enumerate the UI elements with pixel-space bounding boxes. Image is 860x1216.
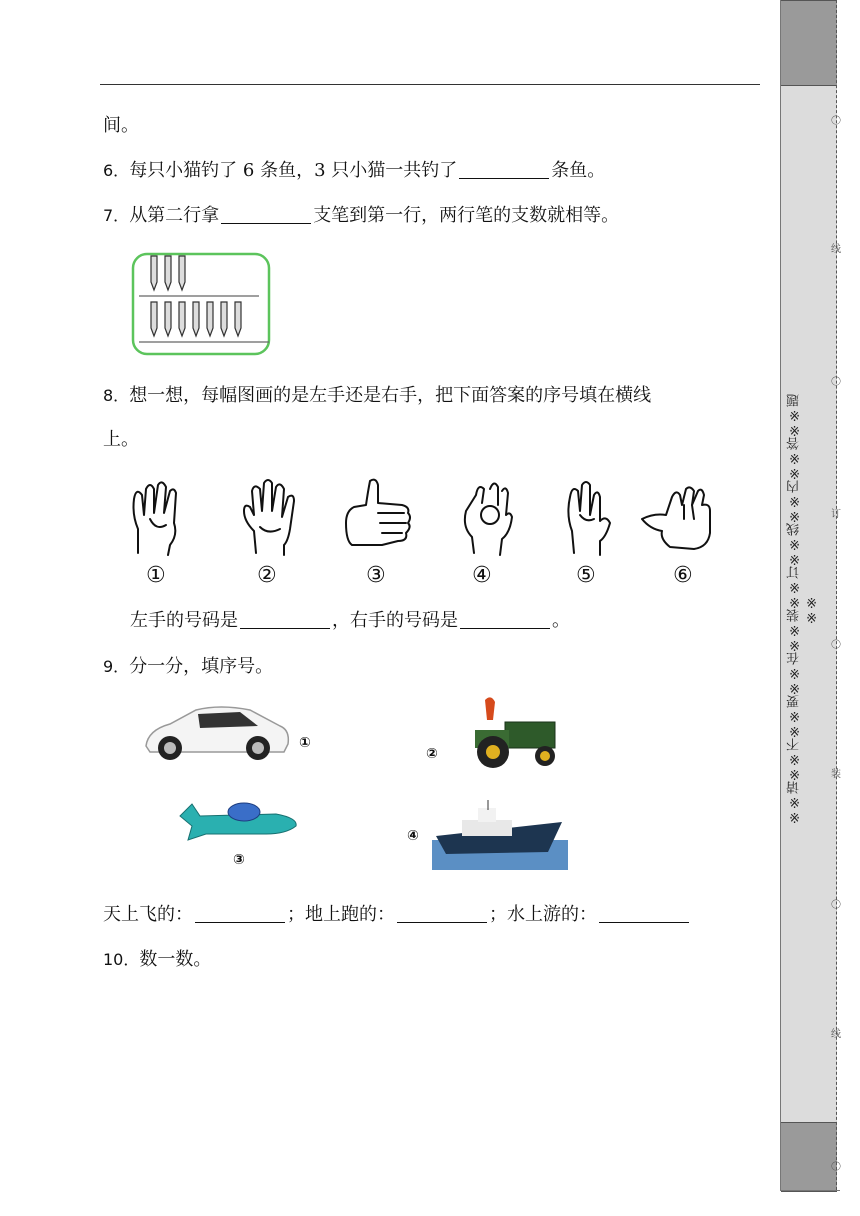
question-7: 7．从第二行拿 支笔到第一行，两行笔的支数就相等。 [103,205,620,226]
question-10: 10．数一数。 [103,949,212,970]
pen-icon [165,256,171,290]
hand-5-icon [568,482,610,555]
top-pen-row [151,256,185,290]
ship-image [432,800,568,870]
bottom-rule [780,1190,840,1191]
question-number: 9． [103,657,130,676]
cut-mark: 线 [831,244,841,255]
cut-mark: 订 [831,509,841,520]
hand-1-icon [134,482,177,555]
vehicle-label: ④ [407,828,419,844]
vehicle-label: ③ [233,852,245,868]
question-number: 10． [103,950,140,969]
hand-label: ④ [472,563,492,588]
question-6: 6．每只小猫钓了 6 条鱼，3 只小猫一共钓了 条鱼。 [103,160,606,181]
sky-answer-blank[interactable] [195,904,285,923]
question-number: 7． [103,206,130,225]
binding-margin-bottom-block [781,1122,841,1192]
pen-icon [165,302,171,336]
binding-warning-text: ※※请※※不※※要※※在※※装※※订※※线※※内※※答※※题※※ [787,394,819,824]
cut-line [836,0,839,1190]
hands-figure [126,475,726,560]
pen-icon [207,302,213,336]
question-8-answer: 左手的号码是 ，右手的号码是 。 [130,610,570,631]
airplane-image [176,800,302,842]
vehicle-label: ① [299,735,311,751]
land-answer-blank[interactable] [397,904,487,923]
left-hand-answer-blank[interactable] [240,610,330,629]
car-image [140,700,300,770]
right-hand-answer-blank[interactable] [460,610,550,629]
question-8-cont: 上。 [103,429,139,450]
binding-margin [780,0,841,1190]
question-9-answer: 天上飞的： ；地上跑的： ；水上游的： [103,903,691,927]
hand-2-icon [244,480,294,555]
pen-icon [193,302,199,336]
water-answer-blank[interactable] [599,904,689,923]
vehicle-label: ② [426,746,438,762]
binding-hole-icon: 〇 [831,1162,841,1173]
pen-rows-figure [131,252,273,356]
hand-label: ⑥ [673,563,693,588]
hand-3-icon [346,480,410,545]
header-rule [100,84,760,85]
hand-label: ⑤ [576,563,596,588]
pen-icon [151,256,157,290]
question-9: 9．分一分，填序号。 [103,656,274,677]
continued-text: 间。 [103,115,139,136]
pen-icon [179,256,185,290]
hand-4-icon [465,483,512,555]
question-number: 6． [103,161,130,180]
answer-blank[interactable] [221,205,311,224]
hand-6-icon [642,487,710,549]
answer-blank[interactable] [459,160,549,179]
binding-hole-icon: 〇 [831,900,841,911]
hand-label: ② [257,563,277,588]
question-8: 8．想一想，每幅图画的是左手还是右手，把下面答案的序号填在横线 [103,385,652,406]
binding-margin-top-block [781,0,837,86]
cut-mark: 线 [831,1029,841,1040]
pen-icon [179,302,185,336]
question-number: 8． [103,386,130,405]
pen-icon [151,302,157,336]
pen-icon [235,302,241,336]
cut-mark: 装 [831,769,841,780]
hand-label: ① [146,563,166,588]
binding-hole-icon: 〇 [831,116,841,127]
binding-hole-icon: 〇 [831,377,841,388]
tractor-image [455,694,565,770]
hand-label: ③ [366,563,386,588]
binding-hole-icon: 〇 [831,640,841,651]
pen-icon [221,302,227,336]
